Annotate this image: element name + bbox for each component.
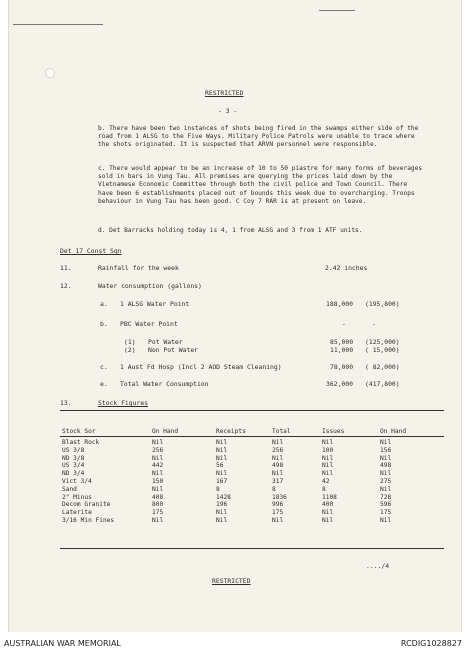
table-cell: 996 xyxy=(272,501,284,509)
water-letter: b. xyxy=(100,320,108,328)
rainfall-value: 2.42 inches xyxy=(325,264,368,272)
water-prev-value: (195,800) xyxy=(365,300,400,308)
table-cell: 317 xyxy=(272,477,284,485)
rainfall-label: Rainfall for the week xyxy=(98,264,179,272)
table-cell: Nil xyxy=(380,485,392,493)
water-label: Pot Water xyxy=(148,338,183,346)
table-cell: Nil xyxy=(272,516,284,524)
header-classification: RESTRICTED xyxy=(205,89,244,97)
table-cell: 56 xyxy=(216,462,224,470)
table-cell: Nil xyxy=(272,454,284,462)
table-cell: 100 xyxy=(322,446,334,454)
pen-mark xyxy=(319,10,355,11)
water-value: 188,000 xyxy=(326,300,353,308)
stock-figures-label: Stock Figures xyxy=(98,399,149,407)
table-cell: Nil xyxy=(152,470,164,478)
table-top-rule xyxy=(60,410,444,411)
table-cell: Nil xyxy=(272,470,284,478)
water-prev-value: ( 82,000) xyxy=(365,363,400,371)
table-cell: 408 xyxy=(152,493,164,501)
table-cell: Nil xyxy=(322,470,334,478)
water-value: 11,000 xyxy=(330,346,354,354)
table-cell: 8 xyxy=(216,485,220,493)
punch-hole xyxy=(45,68,55,78)
table-cell: 156 xyxy=(380,446,392,454)
water-letter: c. xyxy=(100,363,108,371)
table-cell: 2" Minus xyxy=(62,493,92,501)
column-header: On Hand xyxy=(152,428,179,436)
table-cell: 175 xyxy=(152,509,164,517)
table-cell: ND 3/8 xyxy=(62,454,85,462)
water-value: 85,000 xyxy=(330,338,354,346)
water-label: Non Pot Water xyxy=(148,346,199,354)
table-cell: ND 3/4 xyxy=(62,470,85,478)
table-cell: Nil xyxy=(272,439,284,446)
water-prev-value: (125,000) xyxy=(365,338,400,346)
table-cell: Nil xyxy=(216,446,228,454)
table-cell: 256 xyxy=(272,446,284,454)
column-header: Issues xyxy=(322,428,345,436)
table-cell: Nil xyxy=(322,454,334,462)
water-label: PBC Water Point xyxy=(120,320,178,328)
table-cell: Nil xyxy=(152,439,164,446)
table-cell: 442 xyxy=(152,462,164,470)
page-number: - 3 - xyxy=(218,107,238,115)
table-cell: Blast Rock xyxy=(62,439,100,446)
column-header: Receipts xyxy=(216,428,246,436)
table-cell: 3/16 Min Fines xyxy=(62,516,115,524)
table-cell: Nil xyxy=(152,516,164,524)
table-cell: Nil xyxy=(322,462,334,470)
water-letter: a. xyxy=(100,300,108,308)
item-number: 12. xyxy=(60,282,72,290)
archive-reference: RCDIG1028827 xyxy=(400,639,462,648)
item-number: 11. xyxy=(60,264,72,272)
table-row xyxy=(62,478,442,486)
table-cell: 175 xyxy=(272,509,284,517)
footer-classification: RESTRICTED xyxy=(212,577,251,585)
table-cell: Nil xyxy=(322,516,334,524)
paragraph-c: c. There would appear to be an increase of 10 to 50 piastre for many forms of beverages sold in bars in Vung Tau. All premises are querying the prices laid down by the Vietnamese Economic Committee through both the civil police and Town Council. There have been 6 establishments placed out of bounds this week due to overcharging. Troops behaviour in Vung Tau has been good. C Coy 7 RAR is at present on leave. xyxy=(98,165,423,205)
table-cell: Nil xyxy=(216,516,228,524)
table-row xyxy=(62,517,442,525)
table-cell: Nil xyxy=(152,485,164,493)
table-cell: Laterite xyxy=(62,509,92,517)
water-label: 1 ALSG Water Point xyxy=(120,300,190,308)
table-cell: 167 xyxy=(216,477,228,485)
water-letter: (1) xyxy=(124,338,136,346)
table-bottom-rule xyxy=(60,548,444,549)
water-prev-value: ( 15,000) xyxy=(365,346,400,354)
water-letter: e. xyxy=(100,380,108,388)
section-title: Det 17 Const Sqn xyxy=(60,247,122,255)
table-row xyxy=(62,494,442,502)
water-prev-value: - xyxy=(372,320,376,328)
water-prev-value: (417,800) xyxy=(365,380,400,388)
table-cell: US 3/8 xyxy=(62,446,85,454)
table-cell: 728 xyxy=(380,493,392,501)
table-cell: Nil xyxy=(322,509,334,517)
table-cell: Nil xyxy=(322,439,334,446)
table-cell: Decom Granite xyxy=(62,501,111,509)
table-row xyxy=(62,455,442,463)
table-cell: 1108 xyxy=(322,493,337,501)
archive-source: AUSTRALIAN WAR MEMORIAL xyxy=(4,639,121,648)
table-cell: 256 xyxy=(152,446,164,454)
item-number: 13. xyxy=(60,399,72,407)
water-consumption-label: Water consumption (gallons) xyxy=(98,282,202,290)
table-cell: 498 xyxy=(272,462,284,470)
table-cell: 150 xyxy=(152,477,164,485)
table-row xyxy=(62,439,442,447)
table-cell: 8 xyxy=(322,485,326,493)
table-cell: 400 xyxy=(322,501,334,509)
table-row xyxy=(62,486,442,494)
table-cell: US 3/4 xyxy=(62,462,85,470)
table-row xyxy=(62,501,442,509)
column-header: On Hand xyxy=(380,428,407,436)
table-cell: Nil xyxy=(152,454,164,462)
water-label: 1 Aust Fd Hosp (Incl 2 AOD Steam Cleaning) xyxy=(120,363,282,371)
table-cell: 596 xyxy=(380,501,392,509)
pen-mark xyxy=(13,24,103,25)
table-row xyxy=(62,509,442,517)
table-row xyxy=(62,462,442,470)
table-cell: 196 xyxy=(216,501,228,509)
table-cell: 175 xyxy=(380,509,392,517)
archive-footer xyxy=(0,634,468,654)
table-cell: Vict 3/4 xyxy=(62,477,92,485)
water-value: 362,000 xyxy=(326,380,353,388)
column-header: Stock Sor xyxy=(62,428,96,436)
table-cell: 1836 xyxy=(272,493,287,501)
table-cell: 275 xyxy=(380,477,392,485)
water-label: Total Water Consumption xyxy=(120,380,209,388)
table-cell: 498 xyxy=(380,462,392,470)
continuation-marker: ..../4 xyxy=(366,562,390,570)
table-cell: Nil xyxy=(216,454,228,462)
table-cell: Nil xyxy=(216,439,228,446)
stock-table xyxy=(62,425,442,525)
table-cell: Nil xyxy=(380,439,392,446)
table-cell: Nil xyxy=(380,470,392,478)
table-cell: 800 xyxy=(152,501,164,509)
header-rule xyxy=(60,436,444,437)
table-cell: Nil xyxy=(216,509,228,517)
paragraph-d: d. Det Barracks holding today is 4, 1 from ALSG and 3 from 1 ATF units. xyxy=(98,227,363,234)
water-value: 78,000 xyxy=(330,363,354,371)
paragraph-b: b. There have been two instances of shots being fired in the swamps either side of the road from 1 ALSG to the Five Ways. Military Police Patrols were unable to trace where the shots originated. It is suspected that ARVN personnel were responsible. xyxy=(98,125,419,149)
water-value: - xyxy=(342,320,346,328)
table-cell: Sand xyxy=(62,485,77,493)
column-header: Total xyxy=(272,428,291,436)
table-cell: 1428 xyxy=(216,493,231,501)
table-cell: Nil xyxy=(216,470,228,478)
table-cell: 42 xyxy=(322,477,330,485)
table-cell: 8 xyxy=(272,485,276,493)
table-row xyxy=(62,470,442,478)
water-letter: (2) xyxy=(124,346,136,354)
table-cell: Nil xyxy=(380,454,392,462)
table-cell: Nil xyxy=(380,516,392,524)
table-row xyxy=(62,447,442,455)
